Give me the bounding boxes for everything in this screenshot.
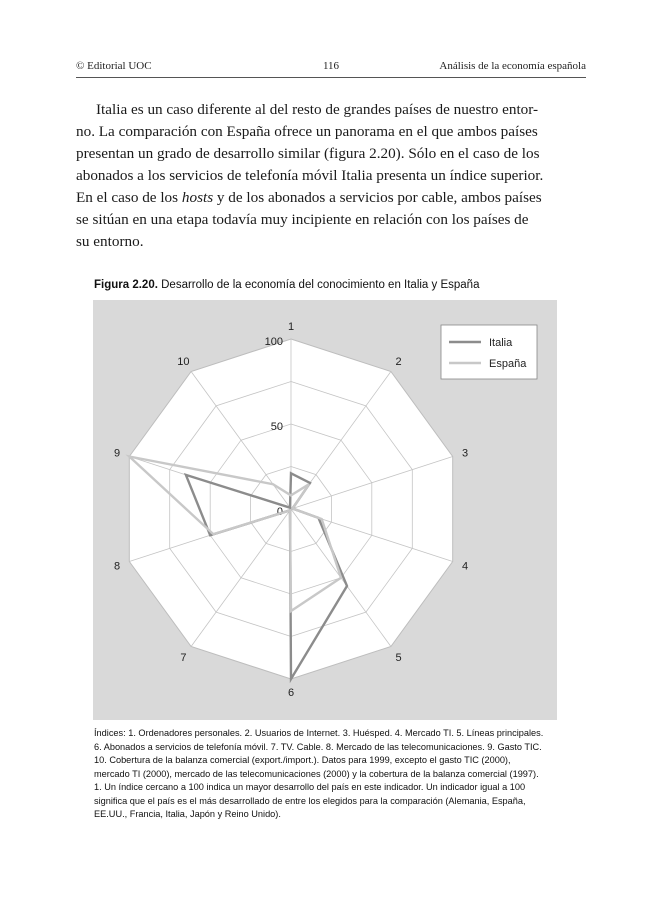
legend-box xyxy=(441,325,537,379)
italic-term: hosts xyxy=(181,189,214,206)
note-line: Índices: 1. Ordenadores personales. 2. Usuarios de Internet. 3. Huésped. 4. Mercado TI. 5. Líneas principales. xyxy=(94,728,544,738)
axis-label: 1 xyxy=(287,321,295,333)
figure-caption xyxy=(94,279,479,291)
paragraph-text: En el caso de los xyxy=(76,189,182,206)
axis-label: 2 xyxy=(395,355,402,368)
axis-label: 7 xyxy=(180,652,187,665)
figure-title: Desarrollo de la economía del conocimiento en Italia y España xyxy=(157,279,480,291)
radial-tick-label: 0 xyxy=(276,506,283,518)
note-line: 10. Cobertura de la balanza comercial (export./import.). Datos para 1999, excepto el gasto TIC (2000), xyxy=(94,755,511,765)
paragraph-line: Italia es un caso diferente al del resto de grandes países de nuestro entor- xyxy=(96,101,539,118)
note-line: mercado TI (2000), mercado de las telecomunicaciones (2000) y la cobertura de la balanza comercial (1997). xyxy=(94,768,539,779)
publisher-label: © Editorial UOC xyxy=(76,60,152,72)
axis-label: 5 xyxy=(395,652,402,665)
body-paragraph xyxy=(76,99,586,253)
radar-chart xyxy=(93,300,557,720)
axis-label: 3 xyxy=(461,447,469,460)
paragraph-line-hosts xyxy=(76,187,586,209)
paragraph-line: abonados a los servicios de telefonía móvil Italia presenta un índice superior. xyxy=(76,167,544,184)
axis-label: 9 xyxy=(113,447,121,460)
axis-label: 8 xyxy=(113,560,121,573)
note-line: EE.UU., Francia, Italia, Japón y Reino Unido). xyxy=(94,809,281,819)
paragraph-line: no. La comparación con España ofrece un panorama en el que ambos países xyxy=(76,123,538,140)
running-title: Análisis de la economía española xyxy=(439,60,586,72)
legend-label: España xyxy=(489,358,527,370)
note-line: 6. Abonados a servicios de telefonía móvil. 7. TV. Cable. 8. Mercado de las telecomunicaciones. 9. Gasto TIC. xyxy=(94,741,542,752)
page-number: 116 xyxy=(322,60,340,72)
radial-tick-label: 100 xyxy=(264,336,283,348)
figure-label: Figura 2.20. xyxy=(94,279,158,291)
paragraph-line: se sitúan en una etapa todavía muy incipiente en relación con los países de xyxy=(76,211,529,228)
paragraph-text: y de los abonados a servicios por cable, ambos países xyxy=(213,189,542,206)
radial-tick-label: 50 xyxy=(270,421,283,433)
page-header xyxy=(76,60,586,76)
figure-notes xyxy=(94,727,564,822)
radar-chart-svg xyxy=(93,300,557,720)
legend-label: Italia xyxy=(489,337,513,349)
note-line: significa que el país es el más desarrollado de entre los elegidos para la comparación (Alemania, España, xyxy=(94,795,526,806)
axis-label: 4 xyxy=(461,560,469,573)
note-line: 1. Un índice cercano a 100 indica un mayor desarrollo del país en este indicador. Un indicador igual a 100 xyxy=(94,782,526,792)
header-rule xyxy=(76,77,586,78)
axis-label: 6 xyxy=(287,687,295,699)
paragraph-line: presentan un grado de desarrollo similar (figura 2.20). Sólo en el caso de los xyxy=(76,145,540,162)
paragraph-line: su entorno. xyxy=(76,233,144,250)
axis-label: 10 xyxy=(177,355,190,368)
